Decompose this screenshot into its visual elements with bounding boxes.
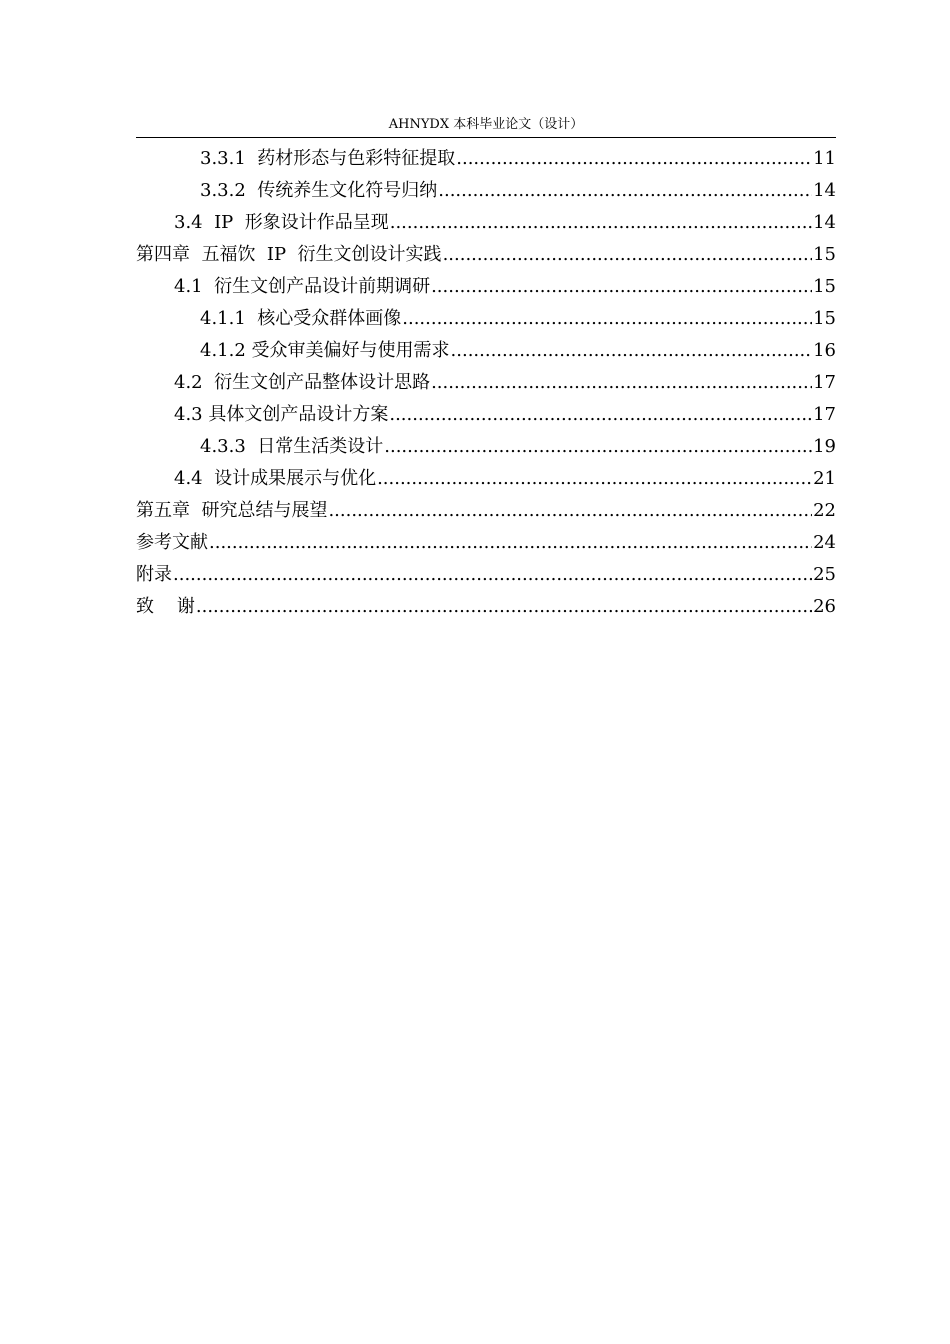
toc-leader-dots [451, 335, 813, 367]
toc-entry-page: 26 [813, 596, 836, 617]
toc-entry-title: 第四章 五福饮 IP 衍生文创设计实践 [136, 244, 442, 265]
toc-entry[interactable] [136, 143, 836, 175]
toc-entry[interactable] [136, 367, 836, 399]
toc-entry-page: 15 [813, 308, 836, 329]
toc-entry-page: 17 [813, 372, 836, 393]
toc-entry[interactable] [136, 271, 836, 303]
toc-entry-title: 3.3.1 药材形态与色彩特征提取 [200, 148, 456, 169]
toc-entry-title: 4.1 衍生文创产品设计前期调研 [174, 276, 431, 297]
toc-entry-page: 21 [813, 468, 836, 489]
toc-entry-page: 14 [813, 212, 836, 233]
toc-leader-dots [209, 527, 812, 559]
toc-entry-page: 22 [813, 500, 836, 521]
toc-entry-title: 4.3.3 日常生活类设计 [200, 436, 384, 457]
toc-leader-dots [431, 367, 812, 399]
toc-leader-dots [456, 143, 812, 175]
toc-entry-page: 15 [813, 244, 836, 265]
toc-leader-dots [377, 463, 812, 495]
toc-leader-dots [328, 495, 812, 527]
toc-entry[interactable] [136, 207, 836, 239]
toc-entry-title: 4.2 衍生文创产品整体设计思路 [174, 372, 431, 393]
page-header [136, 115, 836, 138]
toc-entry-page: 16 [813, 340, 836, 361]
toc-entry[interactable] [136, 591, 836, 623]
toc-entry[interactable] [136, 303, 836, 335]
toc-entry[interactable] [136, 559, 836, 591]
toc-entry-title: 4.1.1 核心受众群体画像 [200, 308, 402, 329]
toc-leader-dots [173, 559, 812, 591]
toc-entry-title: 附录 [136, 564, 172, 585]
toc-entry[interactable] [136, 175, 836, 207]
toc-entry[interactable] [136, 527, 836, 559]
toc-entry-title: 4.3 具体文创产品设计方案 [174, 404, 389, 425]
toc-entry-page: 19 [813, 436, 836, 457]
toc-entry-page: 17 [813, 404, 836, 425]
toc-entry-page: 15 [813, 276, 836, 297]
toc-entry-title: 4.1.2 受众审美偏好与使用需求 [200, 340, 450, 361]
table-of-contents [136, 143, 836, 623]
header-title: AHNYDX 本科毕业论文（设计） [388, 117, 584, 132]
toc-leader-dots [389, 399, 812, 431]
toc-entry-page: 11 [813, 148, 836, 169]
toc-entry-title: 参考文献 [136, 532, 208, 553]
toc-entry[interactable] [136, 399, 836, 431]
toc-entry-title: 第五章 研究总结与展望 [136, 500, 328, 521]
toc-entry-title: 4.4 设计成果展示与优化 [174, 468, 377, 489]
toc-leader-dots [384, 431, 812, 463]
toc-entry-title: 3.4 IP 形象设计作品呈现 [174, 212, 389, 233]
toc-entry-page: 25 [813, 564, 836, 585]
toc-entry[interactable] [136, 431, 836, 463]
toc-entry-page: 24 [813, 532, 836, 553]
toc-leader-dots [196, 591, 812, 623]
toc-entry[interactable] [136, 335, 836, 367]
toc-entry[interactable] [136, 239, 836, 271]
toc-entry-title: 致 谢 [136, 596, 195, 617]
toc-entry[interactable] [136, 495, 836, 527]
toc-leader-dots [390, 207, 812, 239]
toc-leader-dots [431, 271, 812, 303]
toc-entry-title: 3.3.2 传统养生文化符号归纳 [200, 180, 438, 201]
toc-leader-dots [402, 303, 812, 335]
toc-leader-dots [443, 239, 813, 271]
toc-entry-page: 14 [813, 180, 836, 201]
toc-entry[interactable] [136, 463, 836, 495]
toc-leader-dots [438, 175, 812, 207]
